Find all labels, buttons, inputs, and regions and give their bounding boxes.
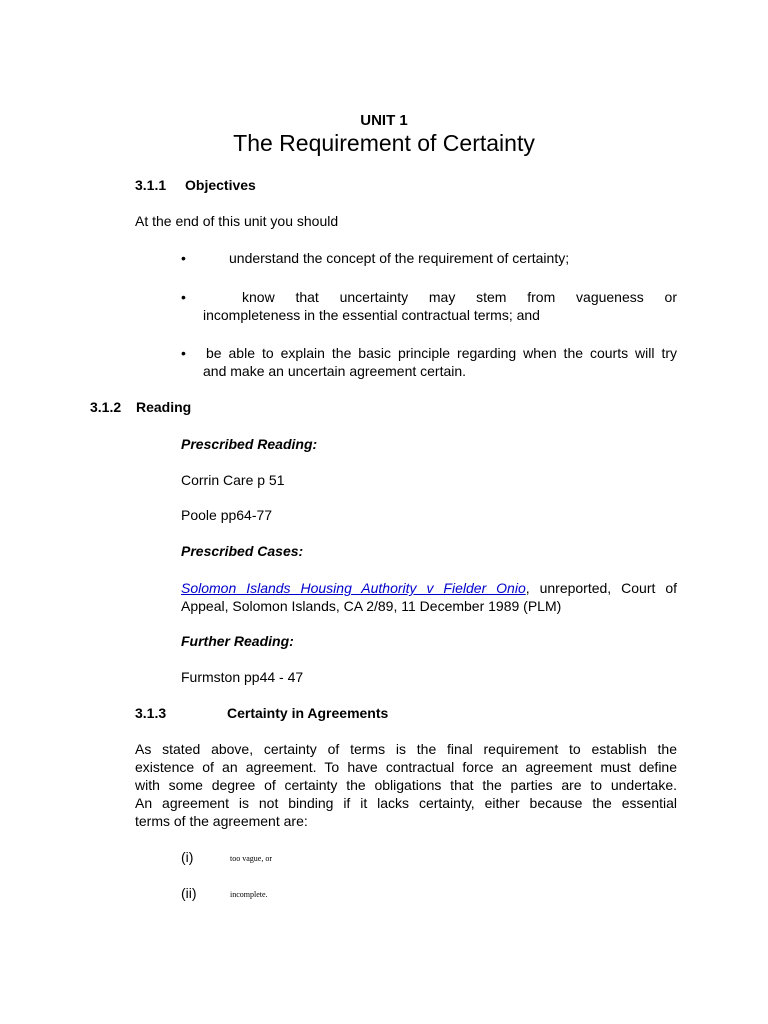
objectives-intro: At the end of this unit you should xyxy=(135,213,339,229)
list-numeral-1: (i) xyxy=(181,849,194,865)
section-heading-objectives: Objectives xyxy=(185,177,256,193)
bullet-icon: • xyxy=(181,250,186,266)
prescribed-case xyxy=(181,579,677,615)
list-item-1: too vague, or xyxy=(230,854,272,863)
prescribed-reading-item-1: Corrin Care p 51 xyxy=(181,472,285,488)
bullet-icon: • xyxy=(181,345,186,361)
objective-item-2-line-2: incompleteness in the essential contractual terms; and xyxy=(203,307,540,323)
objective-item-2-line-1: know that uncertainty may stem from vagueness or xyxy=(242,289,677,305)
objective-item-3 xyxy=(203,344,677,380)
list-item-2: incomplete. xyxy=(230,890,268,899)
paragraph-line-2: existence of an agreement. To have contractual force an agreement must define xyxy=(135,759,677,775)
list-numeral-2: (ii) xyxy=(181,885,197,901)
case-citation-part-1: , unreported, Court of xyxy=(525,580,677,596)
paragraph-line-4: An agreement is not binding if it lacks certainty, either because the essential xyxy=(135,795,677,811)
prescribed-reading-heading: Prescribed Reading: xyxy=(181,436,318,452)
section-heading-certainty: Certainty in Agreements xyxy=(227,705,389,721)
objective-item-3-line-2: and make an uncertain agreement certain. xyxy=(203,363,467,379)
further-reading-item: Furmston pp44 - 47 xyxy=(181,669,304,685)
certainty-paragraph xyxy=(135,740,677,830)
case-link[interactable]: Solomon Islands Housing Authority v Fielder Onio xyxy=(181,580,526,596)
objective-item-3-line-1: be able to explain the basic principle regarding when the courts will try xyxy=(206,345,677,361)
section-number-objectives: 3.1.1 xyxy=(135,177,167,193)
prescribed-cases-heading: Prescribed Cases: xyxy=(181,543,304,559)
prescribed-case-line-2: Appeal, Solomon Islands, CA 2/89, 11 December 1989 (PLM) xyxy=(181,598,562,614)
paragraph-line-3: with some degree of certainty the obligations that the parties are to undertake. xyxy=(135,777,677,793)
paragraph-line-1: As stated above, certainty of terms is the final requirement to establish the xyxy=(135,741,677,757)
prescribed-reading-item-2: Poole pp64-77 xyxy=(181,507,273,523)
prescribed-case-line-1 xyxy=(181,579,677,597)
section-number-certainty: 3.1.3 xyxy=(135,705,167,721)
page-title: The Requirement of Certainty xyxy=(233,130,535,156)
section-heading-reading: Reading xyxy=(136,399,192,415)
section-number-reading: 3.1.2 xyxy=(90,399,122,415)
unit-number: UNIT 1 xyxy=(360,112,408,129)
paragraph-line-5: terms of the agreement are: xyxy=(135,813,308,829)
bullet-icon: • xyxy=(181,289,186,305)
further-reading-heading: Further Reading: xyxy=(181,633,294,649)
objective-item-2 xyxy=(203,288,677,324)
objective-item-1: understand the concept of the requirement of certainty; xyxy=(229,250,570,266)
